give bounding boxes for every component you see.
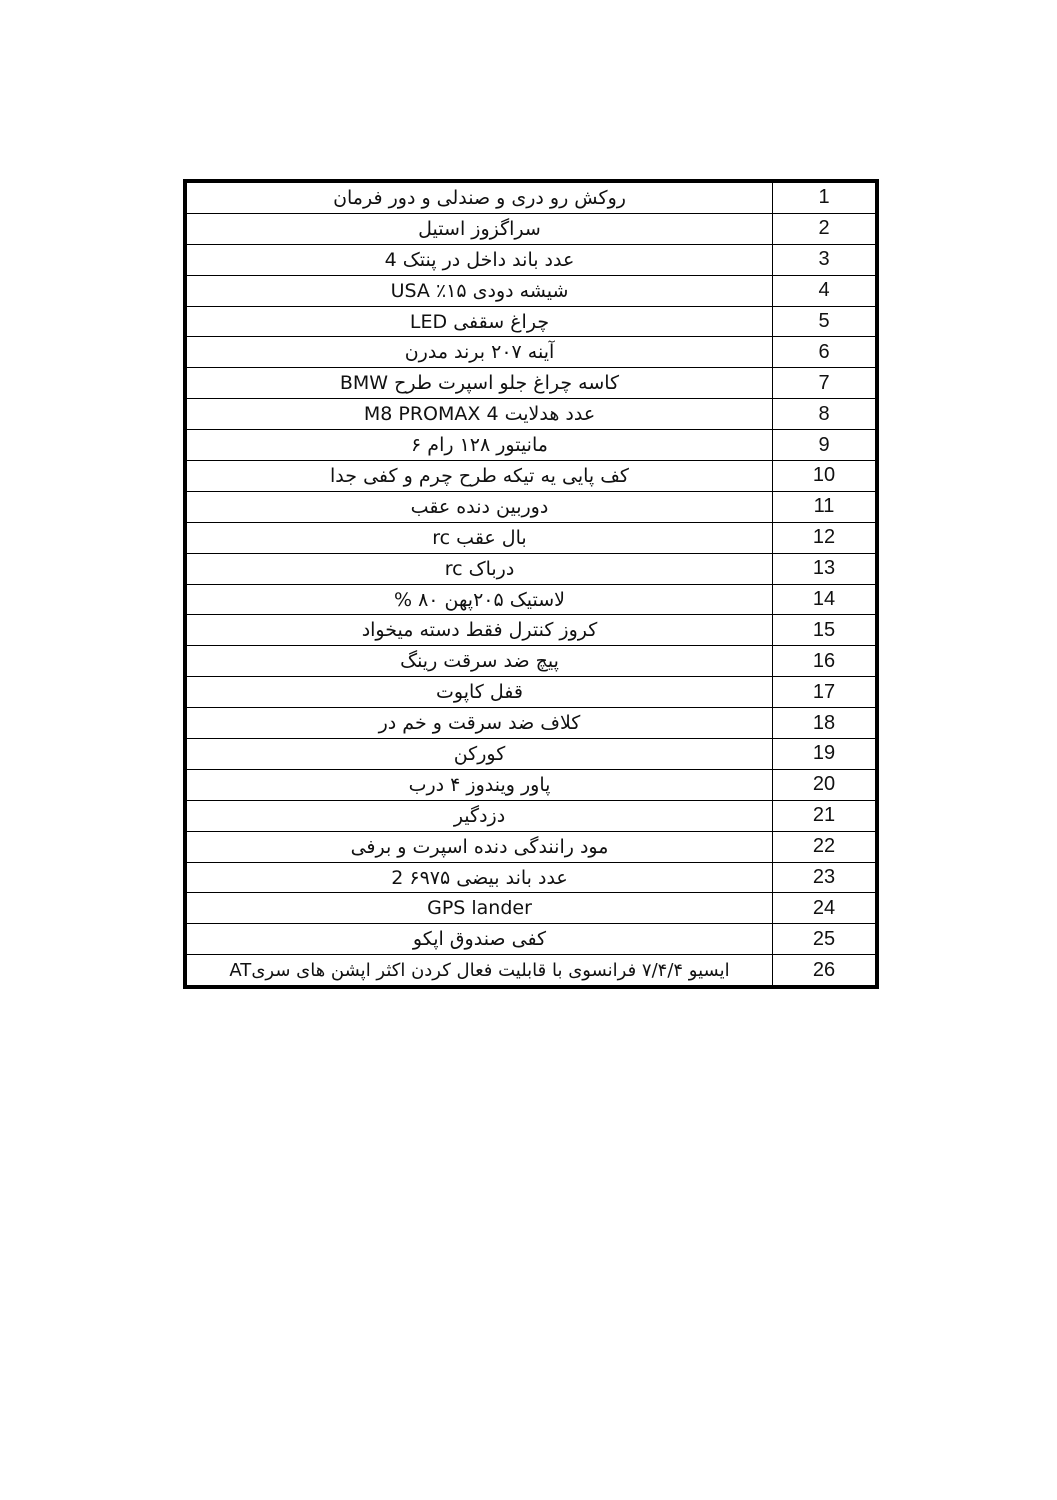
- table-row: [187, 615, 875, 646]
- table-row: [187, 368, 875, 399]
- table-row: [187, 646, 875, 677]
- item-number: 3: [773, 244, 876, 275]
- table-row: [187, 800, 875, 831]
- item-description: بال عقب rc: [187, 522, 773, 553]
- item-description: سراگزوز استیل: [187, 213, 773, 244]
- table-row: [187, 769, 875, 800]
- item-description: لاستیک ۲۰۵پهن ۸۰ %: [187, 584, 773, 615]
- table-row: [187, 491, 875, 522]
- table-row: [187, 553, 875, 584]
- table-row: [187, 708, 875, 739]
- item-description: کفی صندوق اپکو: [187, 924, 773, 955]
- item-description: کف پایی یه تیکه طرح چرم و کفی جدا: [187, 461, 773, 492]
- table-row: [187, 461, 875, 492]
- item-number: 24: [773, 893, 876, 924]
- item-description: شیشه دودی ۱۵٪ USA: [187, 275, 773, 306]
- item-description: کلاف ضد سرقت و خم در: [187, 708, 773, 739]
- table-row: [187, 430, 875, 461]
- item-number: 7: [773, 368, 876, 399]
- table-row: [187, 183, 875, 213]
- table-row: [187, 893, 875, 924]
- item-number: 16: [773, 646, 876, 677]
- item-number: 6: [773, 337, 876, 368]
- item-description: عدد باند بیضی ۶۹۷۵ 2: [187, 862, 773, 893]
- item-number: 4: [773, 275, 876, 306]
- table-row: [187, 831, 875, 862]
- item-description: کروز کنترل فقط دسته میخواد: [187, 615, 773, 646]
- item-description: ایسیو ۷/۴/۴ فرانسوی با قابلیت فعال کردن اکثر اپشن های سریAT: [187, 955, 773, 985]
- item-number: 10: [773, 461, 876, 492]
- item-number: 21: [773, 800, 876, 831]
- item-description: آینه ۲۰۷ برند مدرن: [187, 337, 773, 368]
- item-description: روکش رو دری و صندلی و دور فرمان: [187, 183, 773, 213]
- table-row: [187, 275, 875, 306]
- item-description: مود رانندگی دنده اسپرت و برفی: [187, 831, 773, 862]
- item-number: 25: [773, 924, 876, 955]
- item-number: 14: [773, 584, 876, 615]
- item-description: GPS lander: [187, 893, 773, 924]
- items-table: [183, 179, 879, 989]
- table-row: [187, 522, 875, 553]
- table-row: [187, 399, 875, 430]
- item-description: کورکن: [187, 739, 773, 770]
- table-row: [187, 739, 875, 770]
- item-number: 8: [773, 399, 876, 430]
- item-number: 22: [773, 831, 876, 862]
- table-row: [187, 584, 875, 615]
- item-description: درباک rc: [187, 553, 773, 584]
- table-row: [187, 862, 875, 893]
- item-number: 26: [773, 955, 876, 985]
- item-number: 23: [773, 862, 876, 893]
- table-row: [187, 306, 875, 337]
- item-number: 17: [773, 677, 876, 708]
- item-description: پیچ ضد سرقت رینگ: [187, 646, 773, 677]
- table-row: [187, 924, 875, 955]
- table-row: [187, 213, 875, 244]
- table-row: [187, 244, 875, 275]
- item-description: دزدگیر: [187, 800, 773, 831]
- item-number: 12: [773, 522, 876, 553]
- item-description: عدد باند داخل در پنتک 4: [187, 244, 773, 275]
- item-number: 15: [773, 615, 876, 646]
- item-description: کاسه چراغ جلو اسپرت طرح BMW: [187, 368, 773, 399]
- table-row: [187, 677, 875, 708]
- item-description: قفل کاپوت: [187, 677, 773, 708]
- item-description: چراغ سقفی LED: [187, 306, 773, 337]
- item-number: 11: [773, 491, 876, 522]
- items-grid: [187, 183, 875, 985]
- item-description: دوربین دنده عقب: [187, 491, 773, 522]
- item-number: 19: [773, 739, 876, 770]
- table-row: [187, 337, 875, 368]
- item-number: 5: [773, 306, 876, 337]
- item-number: 2: [773, 213, 876, 244]
- item-description: مانیتور ۱۲۸ رام ۶: [187, 430, 773, 461]
- item-number: 20: [773, 769, 876, 800]
- table-row: [187, 955, 875, 985]
- item-number: 18: [773, 708, 876, 739]
- item-number: 9: [773, 430, 876, 461]
- item-number: 13: [773, 553, 876, 584]
- item-description: پاور ویندوز ۴ درب: [187, 769, 773, 800]
- item-number: 1: [773, 183, 876, 213]
- item-description: M8 PROMAX عدد هدلایت 4: [187, 399, 773, 430]
